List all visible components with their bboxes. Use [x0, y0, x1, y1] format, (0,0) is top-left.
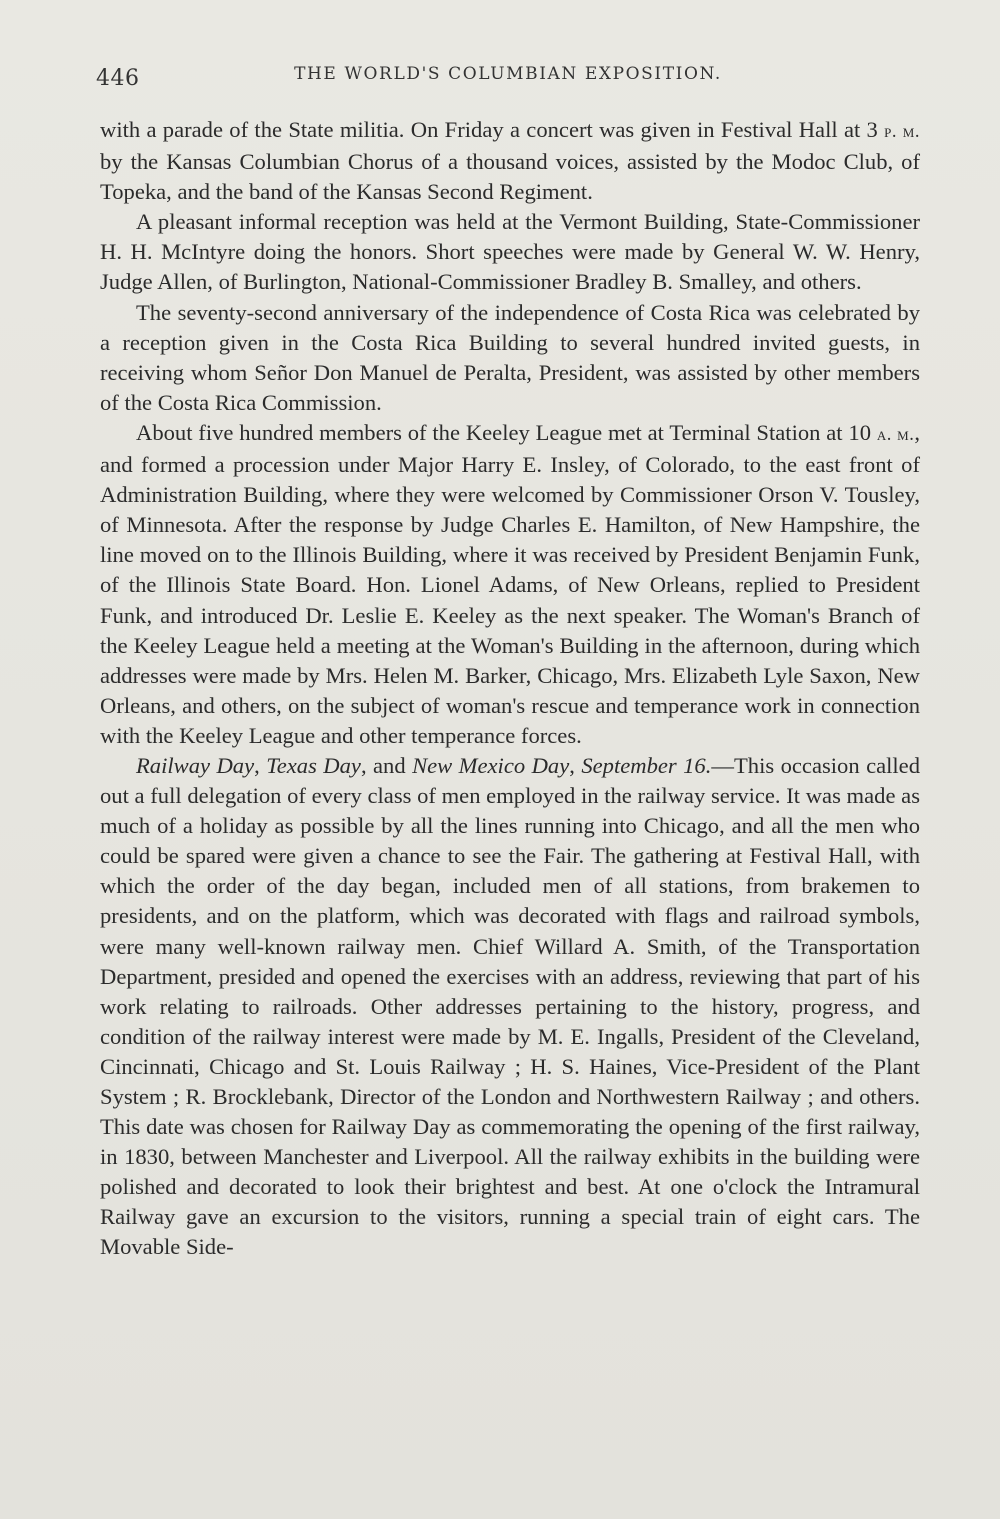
- section-date: September 16.: [581, 752, 712, 778]
- section-title-texas-day: Texas Day: [266, 752, 361, 778]
- paragraph-1-text-a: with a parade of the State militia. On Friday a concert was given in Festival Hall at 3: [100, 117, 885, 142]
- paragraph-3: The seventy-second anniversary of the independence of Costa Rica was celebrated by a reception given in the Costa Rica Building to several hundred invited guests, in receiving whom Señor Don Manuel de Peralta, President, was assisted by other members of the Costa Rica Commission.: [100, 299, 920, 415]
- separator-2: , and: [360, 752, 413, 778]
- time-am: a. m.: [876, 423, 915, 445]
- page-number: 446: [96, 66, 140, 91]
- paragraph-4: [100, 418, 920, 751]
- section-title-new-mexico-day: New Mexico Day: [412, 752, 570, 778]
- separator-3: ,: [569, 752, 582, 778]
- section-title-railway-day: Railway Day: [136, 752, 255, 778]
- paragraph-1: [100, 115, 920, 207]
- paragraph-5-text: —This occasion called out a full delegation of every class of men employed in the railway service. It was made as much of a holiday as possible by all the lines running into Chicago, and all the men who could be spared were given a chance to see the Fair. The gathering at Festival Hall, with which the order of the day began, included men of all stations, from brakemen to presidents, and on the platform, which was decorated with flags and railroad symbols, were many well-known railway men. Chief Willard A. Smith, of the Transportation Department, presided and opened the exercises with an address, reviewing that part of his work relating to railroads. Other addresses pertaining to the history, progress, and condition of the railway interest were made by M. E. Ingalls, President of the Cleveland, Cincinnati, Chicago and St. Louis Railway ; H. S. Haines, Vice-President of the Plant System ; R. Brocklebank, Director of the London and Northwestern Railway ; and others. This date was chosen for Railway Day as commemorating the opening of the first railway, in 1830, between Manchester and Liverpool. All the railway exhibits in the building were polished and decorated to look their brightest and best. At one o'clock the Intramural Railway gave an excursion to the visitors, running a special train of eight cars. The Movable Side-: [100, 752, 921, 1260]
- paragraph-4-text-b: , and formed a procession under Major Harry E. Insley, of Colorado, to the east front of Administration Building, where they were welcomed by Commissioner Orson V. Tousley, of Minnesota. After the response by Judge Charles E. Hamilton, of New Hampshire, the line moved on to the Illinois Building, where it was received by President Benjamin Funk, of the Illinois State Board. Hon. Lionel Adams, of New Orleans, replied to President Funk, and introduced Dr. Leslie E. Keeley as the next speaker. The Woman's Branch of the Keeley League held a meeting at the Woman's Building in the afternoon, during which addresses were made by Mrs. Helen M. Barker, Chicago, Mrs. Elizabeth Lyle Saxon, New Orleans, and others, on the subject of woman's rescue and temperance work in connection with the Keeley League and other temperance forces.: [100, 419, 920, 748]
- paragraph-1-text-b: by the Kansas Columbian Chorus of a thousand voices, assisted by the Modoc Club, of Topeka, and the band of the Kansas Second Regiment.: [100, 149, 920, 205]
- paragraph-5: [100, 751, 920, 1263]
- paragraph-4-text-a: About five hundred members of the Keeley League met at Terminal Station at 10: [136, 419, 877, 445]
- running-head: THE WORLD'S COLUMBIAN EXPOSITION.: [294, 64, 722, 84]
- time-pm: p. m.: [884, 121, 920, 142]
- body-text: [100, 115, 920, 1263]
- page-header: [96, 60, 920, 94]
- paragraph-2: A pleasant informal reception was held at the Vermont Building, State-Commissioner H. H. McIntyre doing the honors. Short speeches were made by General W. W. Henry, Judge Allen, of Burlington, National-Commissioner Bradley B. Smalley, and others.: [100, 209, 920, 295]
- separator-1: ,: [254, 752, 267, 778]
